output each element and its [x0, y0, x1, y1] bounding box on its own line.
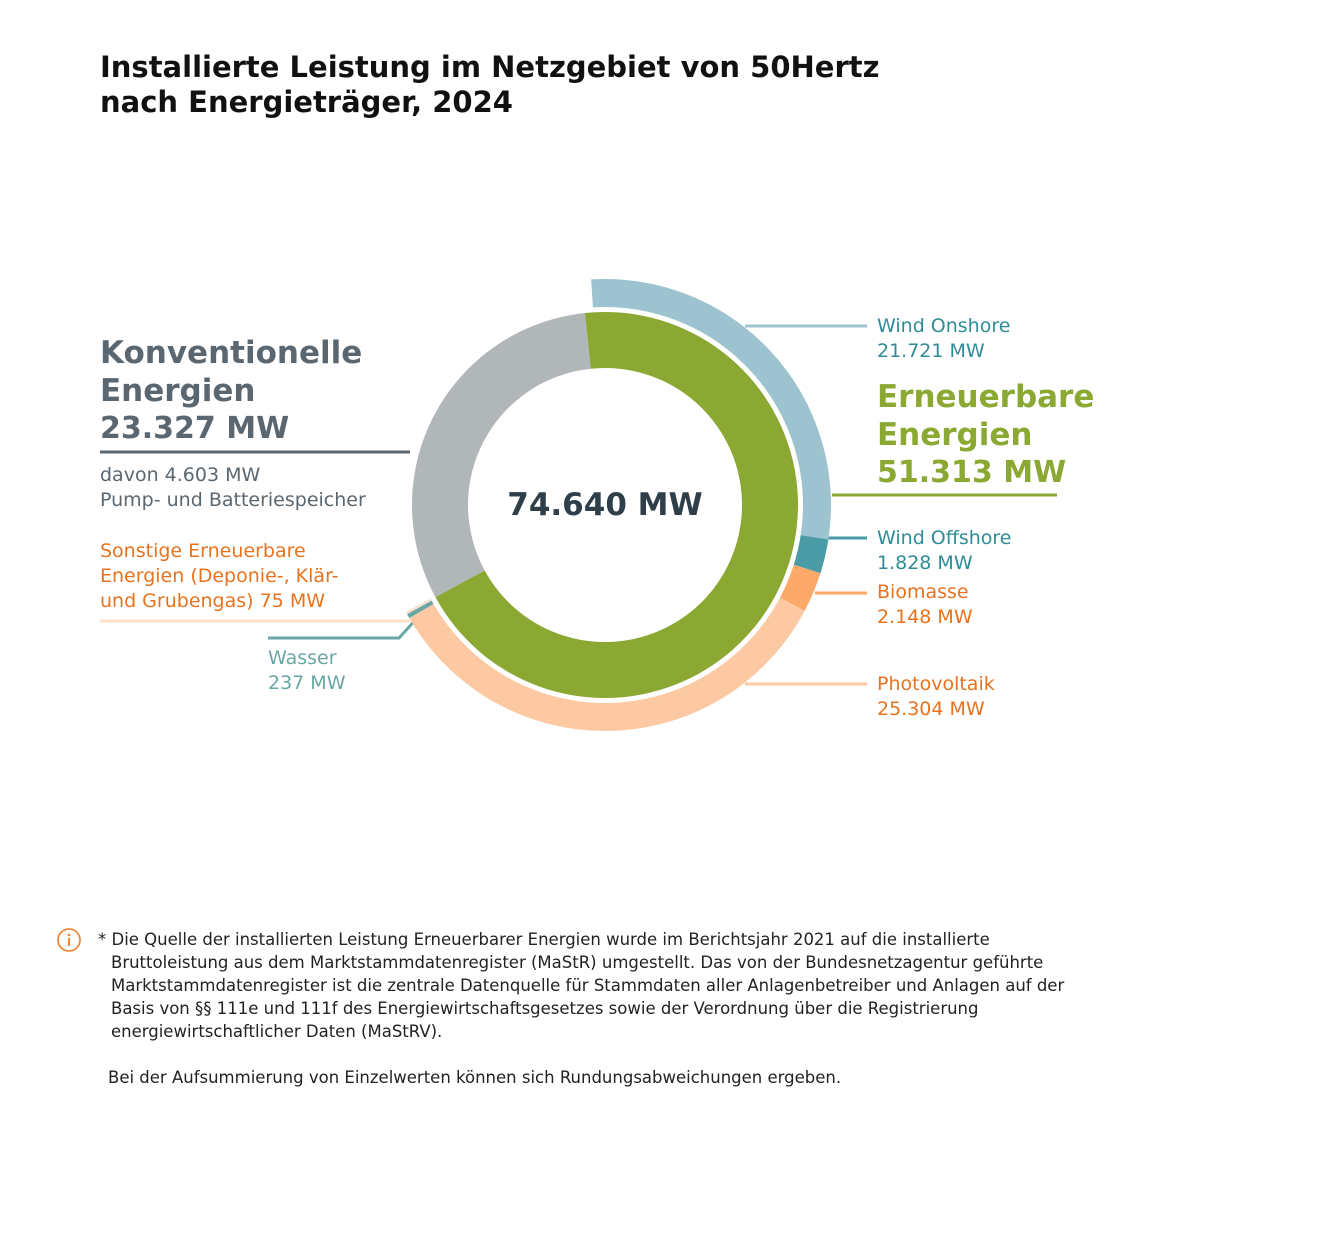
- label-konventionell-line2: Energien: [100, 373, 256, 409]
- label-sonstige: [100, 539, 339, 614]
- chart-title-line1: Installierte Leistung im Netzgebiet von 50Hertz: [100, 50, 880, 84]
- leader-line-wasser: [268, 615, 420, 638]
- label-sonstige-line2: Energien (Deponie-, Klär-: [100, 565, 339, 587]
- label-konventionell-value: 23.327 MW: [100, 411, 290, 446]
- footnote-rounding: Bei der Aufsummierung von Einzelwerten können sich Rundungsabweichungen ergeben.: [108, 1068, 842, 1087]
- label-wasser-name: Wasser: [268, 647, 337, 669]
- label-konventionell-line1: Konventionelle: [100, 335, 363, 371]
- label-wind-onshore-value: 21.721 MW: [877, 340, 985, 362]
- footnote-source: * Die Quelle der installierten Leistung Erneuerbarer Energien wurde im Berichtsjahr 2021 auf die installierte Bruttoleistung aus dem Marktstammdatenregister (MaStR) umgestellt. Das von der Bundesnetzagentur geführte Marktstammdatenregister ist die zentrale Datenquelle für Stammdaten aller Anlagenbetreiber und Anlagen auf der Basis von §§ 111e und 111f des Energiewirtschaftsgesetzes sowie der Verordnung über die Registrierung energiewirtschaftlicher Daten (MaStRV).: [98, 930, 1065, 1041]
- chart-title-line2: nach Energieträger, 2024: [100, 85, 513, 119]
- label-erneuerbar: [877, 378, 1094, 492]
- inner-segment-konventionell: [412, 313, 591, 597]
- label-wind-onshore: [877, 314, 1010, 364]
- label-wind-offshore-name: Wind Offshore: [877, 527, 1012, 549]
- label-wasser: [268, 646, 345, 696]
- label-photovoltaik-value: 25.304 MW: [877, 698, 985, 720]
- label-wind-offshore: [877, 526, 1011, 576]
- label-erneuerbar-line1: Erneuerbare: [877, 379, 1095, 415]
- label-erneuerbar-line2: Energien: [877, 417, 1033, 453]
- info-icon: [56, 927, 82, 953]
- label-wind-onshore-name: Wind Onshore: [877, 315, 1011, 337]
- label-wasser-value: 237 MW: [268, 672, 346, 694]
- label-konventionell-sub1: davon 4.603 MW: [100, 464, 261, 486]
- label-photovoltaik-name: Photovoltaik: [877, 673, 995, 695]
- label-konventionell-sub2: Pump- und Batteriespeicher: [100, 489, 366, 511]
- label-sonstige-line1: Sonstige Erneuerbare: [100, 540, 306, 562]
- total-label: 74.640 MW: [507, 487, 703, 523]
- footnote: [98, 928, 1088, 1089]
- label-biomasse: [877, 580, 973, 630]
- label-sonstige-line3: und Grubengas) 75 MW: [100, 590, 326, 612]
- label-biomasse-name: Biomasse: [877, 581, 969, 603]
- label-wind-offshore-value: 1.828 MW: [877, 552, 973, 574]
- label-erneuerbar-value: 51.313 MW: [877, 455, 1067, 490]
- label-biomasse-value: 2.148 MW: [877, 606, 973, 628]
- label-photovoltaik: [877, 672, 995, 722]
- label-konventionell: [100, 334, 366, 513]
